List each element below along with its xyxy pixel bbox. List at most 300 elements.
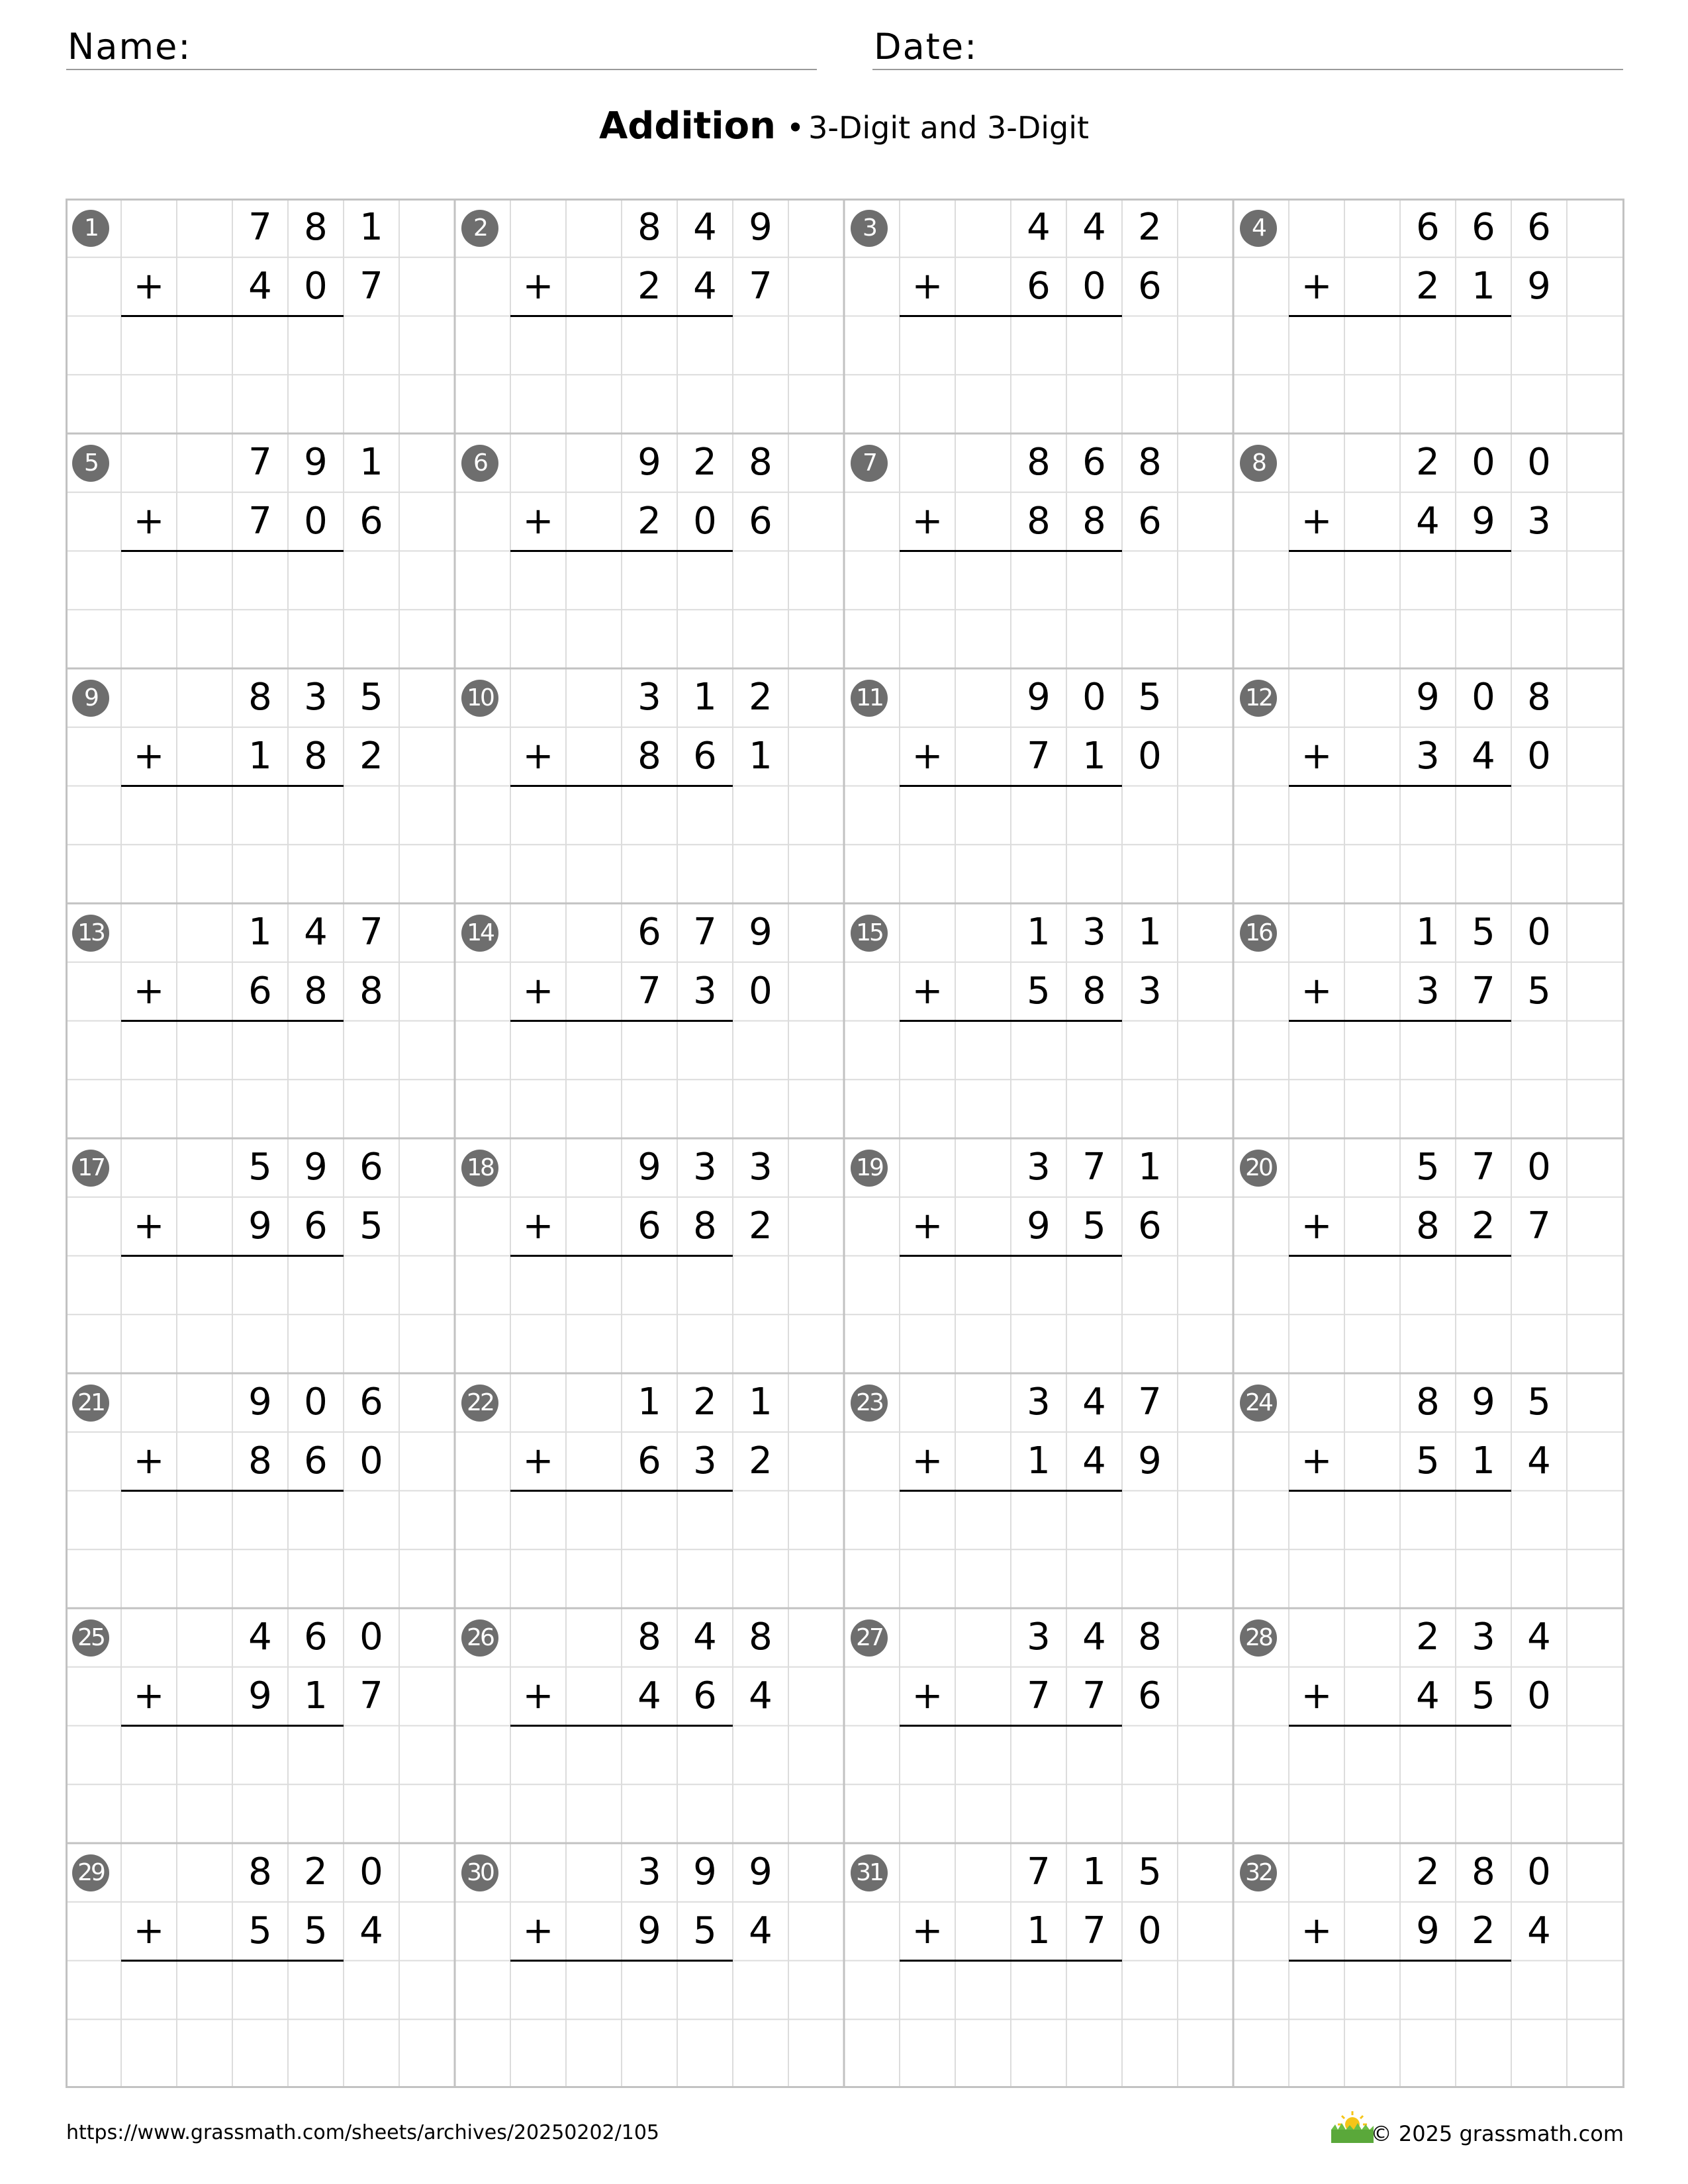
- problem-3: [844, 199, 1233, 434]
- problem-number-badge: 30: [461, 1854, 498, 1891]
- answer-line: [900, 1725, 1122, 1727]
- answer-area[interactable]: [510, 1962, 733, 2075]
- addend-top-digit: 3: [693, 1146, 717, 1189]
- problem-25: [66, 1608, 455, 1844]
- addend-bottom-digit: 8: [248, 1439, 272, 1482]
- addend-top-digit: 5: [248, 1146, 272, 1189]
- addend-bottom-digit: 4: [1082, 1439, 1106, 1482]
- plus-sign: +: [133, 1439, 165, 1482]
- answer-area[interactable]: [1289, 1727, 1511, 1840]
- addend-bottom-digit: 7: [1082, 1674, 1106, 1717]
- plus-sign: +: [522, 970, 554, 1013]
- plus-sign: +: [133, 500, 165, 543]
- addend-bottom-digit: 4: [1527, 1909, 1551, 1952]
- answer-line: [121, 550, 344, 552]
- addend-bottom-digit: 1: [1027, 1909, 1051, 1952]
- addend-bottom-digit: 9: [637, 1909, 661, 1952]
- answer-area[interactable]: [1289, 1492, 1511, 1605]
- answer-area[interactable]: [900, 1962, 1122, 2075]
- addend-top-digit: 7: [248, 206, 272, 249]
- addend-bottom-digit: 5: [693, 1909, 717, 1952]
- name-field[interactable]: [66, 25, 817, 70]
- addend-top-digit: 0: [304, 1381, 328, 1424]
- problem-number-badge: 8: [1240, 445, 1277, 482]
- addend-top-digit: 1: [248, 911, 272, 954]
- title-separator: •: [786, 110, 805, 146]
- addend-top-digit: 8: [1138, 1615, 1162, 1659]
- addend-top-digit: 3: [749, 1146, 773, 1189]
- answer-line: [510, 1255, 733, 1257]
- addend-top-digit: 5: [1416, 1146, 1440, 1189]
- addend-top-digit: 3: [1027, 1381, 1051, 1424]
- addend-top-digit: 4: [693, 206, 717, 249]
- addend-bottom-digit: 6: [693, 1674, 717, 1717]
- problem-5: [66, 433, 455, 669]
- addend-bottom-digit: 1: [1082, 735, 1106, 778]
- problem-16: [1233, 903, 1622, 1139]
- addend-top-digit: 5: [1138, 1850, 1162, 1893]
- addend-top-digit: 8: [304, 206, 328, 249]
- addend-top-digit: 2: [693, 1381, 717, 1424]
- addend-bottom-digit: 7: [1527, 1205, 1551, 1248]
- addend-bottom-digit: 0: [1082, 265, 1106, 308]
- plus-sign: +: [133, 1674, 165, 1717]
- addend-top-digit: 6: [359, 1381, 383, 1424]
- answer-area[interactable]: [121, 1492, 344, 1605]
- plus-sign: +: [912, 500, 943, 543]
- problem-11: [844, 668, 1233, 904]
- answer-line: [1289, 785, 1511, 787]
- addend-bottom-digit: 7: [1027, 735, 1051, 778]
- answer-area[interactable]: [510, 1492, 733, 1605]
- answer-line: [121, 315, 344, 317]
- addend-top-digit: 4: [304, 911, 328, 954]
- problem-number-badge: 29: [72, 1854, 109, 1891]
- addend-bottom-digit: 9: [1472, 500, 1495, 543]
- addend-bottom-digit: 9: [1416, 1909, 1440, 1952]
- addend-top-digit: 9: [1027, 676, 1051, 719]
- addend-bottom-digit: 6: [248, 970, 272, 1013]
- addend-bottom-digit: 8: [1027, 500, 1051, 543]
- addend-top-digit: 0: [359, 1850, 383, 1893]
- addend-bottom-digit: 2: [359, 735, 383, 778]
- problem-30: [455, 1843, 844, 2079]
- addend-top-digit: 4: [248, 1615, 272, 1659]
- addend-bottom-digit: 8: [1416, 1205, 1440, 1248]
- answer-area[interactable]: [121, 1023, 344, 1135]
- footer-copyright: © 2025 grassmath.com: [1370, 2121, 1624, 2146]
- addend-bottom-digit: 6: [1138, 1674, 1162, 1717]
- plus-sign: +: [133, 1909, 165, 1952]
- plus-sign: +: [912, 1674, 943, 1717]
- problem-15: [844, 903, 1233, 1139]
- addend-top-digit: 2: [749, 676, 773, 719]
- answer-line: [510, 1020, 733, 1022]
- addend-top-digit: 6: [1082, 441, 1106, 484]
- addend-top-digit: 8: [1416, 1381, 1440, 1424]
- addend-bottom-digit: 0: [1138, 735, 1162, 778]
- addend-bottom-digit: 0: [1527, 1674, 1551, 1717]
- plus-sign: +: [133, 735, 165, 778]
- answer-line: [900, 1255, 1122, 1257]
- grass-sun-logo-icon: [1327, 2110, 1378, 2144]
- addend-bottom-digit: 4: [693, 265, 717, 308]
- date-label: Date:: [874, 26, 978, 68]
- addend-bottom-digit: 5: [1027, 970, 1051, 1013]
- addend-bottom-digit: 0: [693, 500, 717, 543]
- addend-top-digit: 8: [749, 441, 773, 484]
- addend-top-digit: 7: [359, 911, 383, 954]
- problem-17: [66, 1138, 455, 1374]
- problem-number-badge: 4: [1240, 210, 1277, 247]
- problem-number-badge: 7: [851, 445, 888, 482]
- problem-number-badge: 1: [72, 210, 109, 247]
- addend-bottom-digit: 6: [693, 735, 717, 778]
- problem-13: [66, 903, 455, 1139]
- answer-area[interactable]: [510, 553, 733, 665]
- problem-number-badge: 20: [1240, 1150, 1277, 1187]
- addend-bottom-digit: 0: [749, 970, 773, 1013]
- addend-bottom-digit: 1: [1472, 265, 1495, 308]
- answer-area[interactable]: [1289, 1257, 1511, 1370]
- addend-top-digit: 7: [693, 911, 717, 954]
- problem-6: [455, 433, 844, 669]
- addend-bottom-digit: 0: [1138, 1909, 1162, 1952]
- problem-1: [66, 199, 455, 434]
- addend-bottom-digit: 7: [359, 1674, 383, 1717]
- problem-8: [1233, 433, 1622, 669]
- addend-top-digit: 2: [1416, 441, 1440, 484]
- problem-number-badge: 21: [72, 1385, 109, 1422]
- answer-area[interactable]: [900, 1727, 1122, 1840]
- answer-area[interactable]: [510, 1257, 733, 1370]
- addend-top-digit: 8: [248, 1850, 272, 1893]
- addend-top-digit: 7: [1138, 1381, 1162, 1424]
- addend-top-digit: 9: [304, 441, 328, 484]
- title-main: Addition: [598, 105, 776, 148]
- problem-number-badge: 12: [1240, 680, 1277, 717]
- addend-bottom-digit: 0: [1527, 735, 1551, 778]
- problem-number-badge: 24: [1240, 1385, 1277, 1422]
- addend-bottom-digit: 5: [304, 1909, 328, 1952]
- answer-line: [900, 550, 1122, 552]
- answer-area[interactable]: [1289, 318, 1511, 430]
- problem-29: [66, 1843, 455, 2079]
- addend-bottom-digit: 5: [1416, 1439, 1440, 1482]
- addend-bottom-digit: 5: [1472, 1674, 1495, 1717]
- problem-number-badge: 14: [461, 915, 498, 952]
- answer-area[interactable]: [900, 553, 1122, 665]
- addend-top-digit: 6: [304, 1615, 328, 1659]
- answer-area[interactable]: [900, 1023, 1122, 1135]
- answer-area[interactable]: [900, 1257, 1122, 1370]
- problem-number-badge: 6: [461, 445, 498, 482]
- problem-number-badge: 25: [72, 1619, 109, 1657]
- addend-top-digit: 4: [1082, 1381, 1106, 1424]
- addend-bottom-digit: 7: [637, 970, 661, 1013]
- plus-sign: +: [522, 1909, 554, 1952]
- addend-top-digit: 3: [637, 1850, 661, 1893]
- worksheet-title: [0, 105, 1688, 148]
- plus-sign: +: [522, 735, 554, 778]
- addend-top-digit: 1: [1416, 911, 1440, 954]
- plus-sign: +: [912, 1909, 943, 1952]
- addend-top-digit: 3: [1082, 911, 1106, 954]
- addend-top-digit: 5: [1527, 1381, 1551, 1424]
- plus-sign: +: [133, 1205, 165, 1248]
- addend-top-digit: 6: [359, 1146, 383, 1189]
- addend-top-digit: 1: [359, 441, 383, 484]
- plus-sign: +: [912, 970, 943, 1013]
- addend-top-digit: 0: [1527, 1146, 1551, 1189]
- answer-area[interactable]: [510, 1023, 733, 1135]
- addend-top-digit: 3: [637, 676, 661, 719]
- problem-number-badge: 15: [851, 915, 888, 952]
- addend-bottom-digit: 4: [749, 1909, 773, 1952]
- addend-bottom-digit: 4: [749, 1674, 773, 1717]
- addend-bottom-digit: 8: [637, 735, 661, 778]
- answer-area[interactable]: [1289, 1962, 1511, 2075]
- addend-top-digit: 9: [1472, 1381, 1495, 1424]
- addend-top-digit: 8: [1027, 441, 1051, 484]
- problem-number-badge: 9: [72, 680, 109, 717]
- addend-bottom-digit: 1: [749, 735, 773, 778]
- plus-sign: +: [1301, 1674, 1333, 1717]
- problem-number-badge: 28: [1240, 1619, 1277, 1657]
- addend-bottom-digit: 3: [1416, 970, 1440, 1013]
- plus-sign: +: [912, 265, 943, 308]
- answer-line: [900, 1020, 1122, 1022]
- addend-bottom-digit: 9: [248, 1205, 272, 1248]
- answer-line: [121, 1020, 344, 1022]
- problem-number-badge: 27: [851, 1619, 888, 1657]
- addend-bottom-digit: 8: [359, 970, 383, 1013]
- addend-top-digit: 0: [1472, 441, 1495, 484]
- problem-7: [844, 433, 1233, 669]
- answer-line: [121, 1725, 344, 1727]
- answer-area[interactable]: [900, 788, 1122, 900]
- addend-top-digit: 8: [1138, 441, 1162, 484]
- problem-number-badge: 26: [461, 1619, 498, 1657]
- answer-area[interactable]: [121, 788, 344, 900]
- plus-sign: +: [1301, 500, 1333, 543]
- problem-number-badge: 16: [1240, 915, 1277, 952]
- addend-top-digit: 0: [1527, 911, 1551, 954]
- plus-sign: +: [522, 500, 554, 543]
- addend-top-digit: 3: [1027, 1615, 1051, 1659]
- addend-bottom-digit: 4: [1527, 1439, 1551, 1482]
- addend-top-digit: 1: [749, 1381, 773, 1424]
- addend-top-digit: 9: [304, 1146, 328, 1189]
- answer-line: [900, 1960, 1122, 1962]
- answer-line: [121, 1255, 344, 1257]
- addend-bottom-digit: 9: [1527, 265, 1551, 308]
- problem-9: [66, 668, 455, 904]
- answer-area[interactable]: [510, 1727, 733, 1840]
- addend-top-digit: 0: [359, 1615, 383, 1659]
- problem-18: [455, 1138, 844, 1374]
- addend-bottom-digit: 5: [1527, 970, 1551, 1013]
- addend-top-digit: 1: [1138, 911, 1162, 954]
- problem-32: [1233, 1843, 1622, 2079]
- answer-area[interactable]: [121, 1962, 344, 2075]
- addend-bottom-digit: 8: [304, 735, 328, 778]
- answer-line: [121, 1960, 344, 1962]
- answer-line: [1289, 315, 1511, 317]
- date-field[interactable]: [872, 25, 1623, 70]
- addend-bottom-digit: 2: [749, 1205, 773, 1248]
- plus-sign: +: [912, 1205, 943, 1248]
- addend-bottom-digit: 2: [637, 265, 661, 308]
- problem-19: [844, 1138, 1233, 1374]
- addend-top-digit: 6: [1416, 206, 1440, 249]
- problem-22: [455, 1373, 844, 1609]
- addend-top-digit: 4: [1027, 206, 1051, 249]
- addend-bottom-digit: 9: [248, 1674, 272, 1717]
- addend-top-digit: 9: [248, 1381, 272, 1424]
- answer-area[interactable]: [900, 318, 1122, 430]
- problem-24: [1233, 1373, 1622, 1609]
- problem-21: [66, 1373, 455, 1609]
- addend-top-digit: 4: [1082, 206, 1106, 249]
- addend-bottom-digit: 8: [693, 1205, 717, 1248]
- addend-top-digit: 6: [637, 911, 661, 954]
- addend-top-digit: 5: [1472, 911, 1495, 954]
- problem-number-badge: 31: [851, 1854, 888, 1891]
- addend-bottom-digit: 4: [248, 265, 272, 308]
- answer-line: [1289, 1725, 1511, 1727]
- addend-top-digit: 7: [1027, 1850, 1051, 1893]
- problem-28: [1233, 1608, 1622, 1844]
- addend-top-digit: 2: [1416, 1615, 1440, 1659]
- answer-area[interactable]: [121, 318, 344, 430]
- plus-sign: +: [522, 1674, 554, 1717]
- answer-area[interactable]: [510, 318, 733, 430]
- problem-number-badge: 3: [851, 210, 888, 247]
- problem-number-badge: 2: [461, 210, 498, 247]
- addend-top-digit: 3: [1472, 1615, 1495, 1659]
- plus-sign: +: [1301, 1205, 1333, 1248]
- plus-sign: +: [912, 735, 943, 778]
- addend-bottom-digit: 8: [1082, 500, 1106, 543]
- plus-sign: +: [1301, 265, 1333, 308]
- answer-line: [900, 785, 1122, 787]
- addend-bottom-digit: 6: [304, 1439, 328, 1482]
- addend-top-digit: 9: [749, 206, 773, 249]
- addend-top-digit: 7: [1082, 1146, 1106, 1189]
- addend-bottom-digit: 4: [1416, 500, 1440, 543]
- addend-top-digit: 2: [693, 441, 717, 484]
- addend-bottom-digit: 7: [1472, 970, 1495, 1013]
- problem-31: [844, 1843, 1233, 2079]
- addend-bottom-digit: 0: [304, 500, 328, 543]
- problem-23: [844, 1373, 1233, 1609]
- problem-number-badge: 18: [461, 1150, 498, 1187]
- problem-number-badge: 23: [851, 1385, 888, 1422]
- name-label: Name:: [68, 26, 192, 68]
- answer-area[interactable]: [121, 1257, 344, 1370]
- addend-top-digit: 4: [1082, 1615, 1106, 1659]
- answer-area[interactable]: [510, 788, 733, 900]
- addend-bottom-digit: 6: [637, 1205, 661, 1248]
- answer-line: [510, 315, 733, 317]
- answer-area[interactable]: [121, 553, 344, 665]
- addend-top-digit: 0: [1082, 676, 1106, 719]
- problem-number-badge: 32: [1240, 1854, 1277, 1891]
- problem-27: [844, 1608, 1233, 1844]
- addend-bottom-digit: 4: [1472, 735, 1495, 778]
- answer-line: [900, 1490, 1122, 1492]
- addend-bottom-digit: 6: [1138, 1205, 1162, 1248]
- answer-line: [121, 785, 344, 787]
- answer-line: [1289, 1490, 1511, 1492]
- addend-top-digit: 7: [248, 441, 272, 484]
- addend-bottom-digit: 4: [359, 1909, 383, 1952]
- addend-bottom-digit: 0: [359, 1439, 383, 1482]
- addend-bottom-digit: 5: [248, 1909, 272, 1952]
- addend-top-digit: 1: [1082, 1850, 1106, 1893]
- addend-bottom-digit: 3: [693, 1439, 717, 1482]
- addend-bottom-digit: 8: [1082, 970, 1106, 1013]
- addend-top-digit: 6: [1472, 206, 1495, 249]
- addend-bottom-digit: 7: [359, 265, 383, 308]
- addend-top-digit: 4: [693, 1615, 717, 1659]
- addend-bottom-digit: 6: [1027, 265, 1051, 308]
- answer-area[interactable]: [121, 1727, 344, 1840]
- addend-bottom-digit: 3: [1416, 735, 1440, 778]
- addend-top-digit: 0: [1472, 676, 1495, 719]
- addend-top-digit: 2: [304, 1850, 328, 1893]
- answer-area[interactable]: [1289, 788, 1511, 900]
- problem-number-badge: 11: [851, 680, 888, 717]
- addend-top-digit: 8: [637, 206, 661, 249]
- title-subtitle: 3-Digit and 3-Digit: [808, 110, 1090, 146]
- addend-bottom-digit: 7: [1027, 1674, 1051, 1717]
- answer-area[interactable]: [1289, 1023, 1511, 1135]
- problem-number-badge: 10: [461, 680, 498, 717]
- addend-bottom-digit: 6: [1138, 265, 1162, 308]
- footer-url: https://www.grassmath.com/sheets/archives/20250202/105: [66, 2121, 660, 2144]
- plus-sign: +: [133, 265, 165, 308]
- addend-bottom-digit: 2: [1472, 1909, 1495, 1952]
- answer-area[interactable]: [1289, 553, 1511, 665]
- plus-sign: +: [522, 1205, 554, 1248]
- answer-area[interactable]: [900, 1492, 1122, 1605]
- addend-bottom-digit: 5: [359, 1205, 383, 1248]
- answer-line: [510, 1725, 733, 1727]
- addend-bottom-digit: 1: [248, 735, 272, 778]
- addend-bottom-digit: 1: [1472, 1439, 1495, 1482]
- plus-sign: +: [1301, 1909, 1333, 1952]
- addend-top-digit: 8: [1472, 1850, 1495, 1893]
- addend-top-digit: 9: [693, 1850, 717, 1893]
- answer-line: [900, 315, 1122, 317]
- addend-top-digit: 7: [1472, 1146, 1495, 1189]
- problem-grid: [66, 199, 1624, 2088]
- problem-4: [1233, 199, 1622, 434]
- addend-top-digit: 9: [637, 441, 661, 484]
- addend-bottom-digit: 7: [749, 265, 773, 308]
- addend-top-digit: 4: [1527, 1615, 1551, 1659]
- problem-number-badge: 5: [72, 445, 109, 482]
- answer-line: [1289, 1960, 1511, 1962]
- problem-number-badge: 13: [72, 915, 109, 952]
- plus-sign: +: [133, 970, 165, 1013]
- addend-top-digit: 8: [1527, 676, 1551, 719]
- addend-bottom-digit: 8: [304, 970, 328, 1013]
- answer-line: [510, 1960, 733, 1962]
- addend-top-digit: 1: [1138, 1146, 1162, 1189]
